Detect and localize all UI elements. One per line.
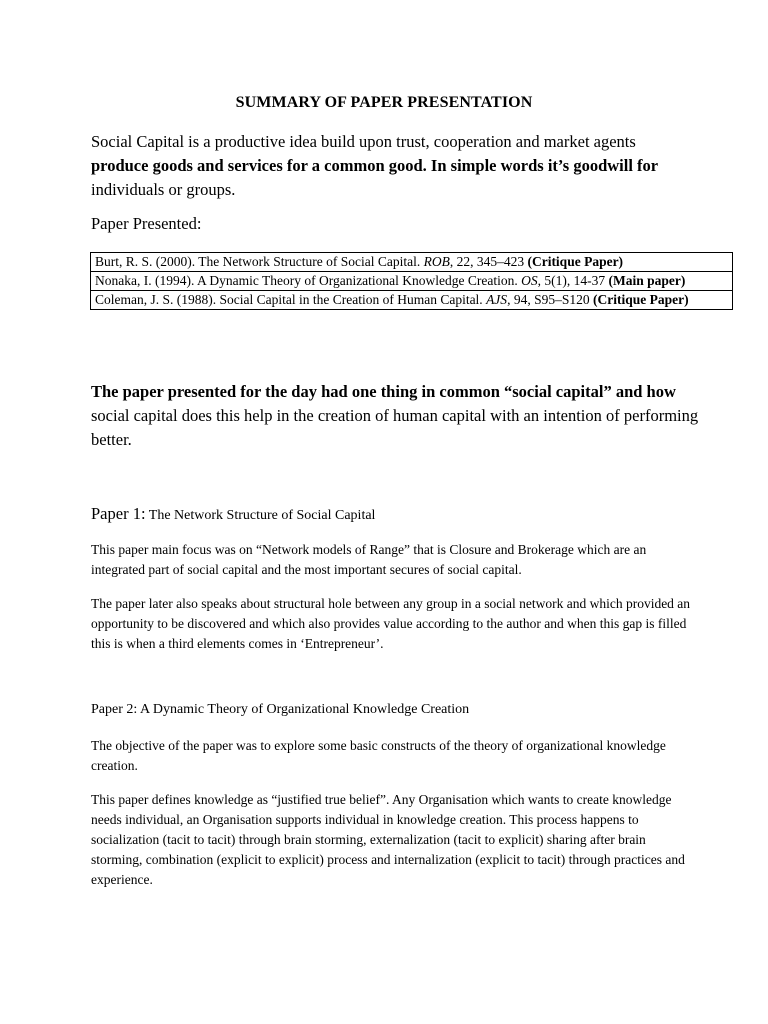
reference-text: Coleman, J. S. (1988). Social Capital in the Creation of Human Capital. (95, 292, 487, 307)
paper-1-title: The Network Structure of Social Capital (145, 508, 376, 523)
table-row (91, 253, 733, 272)
intro-text-3: individuals or groups. (91, 180, 236, 199)
paper-2-paragraph-1: The objective of the paper was to explore some basic constructs of the theory of organizational knowledge creation. (91, 738, 666, 773)
document-title: SUMMARY OF PAPER PRESENTATION (235, 94, 533, 111)
reference-tag: (Critique Paper) (592, 292, 689, 307)
reference-cell (91, 272, 733, 291)
common-theme-paragraph (91, 380, 701, 452)
paper-1-paragraph-1: This paper main focus was on “Network models of Range” that is Closure and Brokerage which are an integrated part of social capital and the most important secures of social capital. (91, 542, 647, 577)
reference-text: Nonaka, I. (1994). A Dynamic Theory of Organizational Knowledge Creation. (95, 273, 522, 288)
reference-details: , 94, S95–S120 (507, 292, 593, 307)
common-theme-text: social capital does this help in the creation of human capital with an intention of performing better. (91, 406, 699, 449)
common-theme-bold: The paper presented for the day had one thing in common “social capital” and how (91, 382, 676, 401)
intro-paragraph (91, 130, 691, 202)
reference-text: Burt, R. S. (2000). The Network Structure of Social Capital. (95, 254, 424, 269)
paper-1-heading (91, 504, 375, 524)
reference-details: , 5(1), 14-37 (537, 273, 609, 288)
reference-details: , 22, 345–423 (449, 254, 528, 269)
paper-presented-label: Paper Presented: (91, 214, 202, 233)
reference-tag: (Critique Paper) (527, 254, 624, 269)
paper-1-paragraph-2: The paper later also speaks about structural hole between any group in a social network and which provided an opportunity to be discovered and which also provides value according to the author and when this gap is filled this is when a third elements comes in ‘Entrepreneur’. (91, 596, 691, 651)
reference-journal: ROB (423, 254, 450, 269)
reference-journal: AJS (486, 292, 508, 307)
paper-1-lead: Paper 1: (91, 504, 146, 523)
intro-text-1: Social Capital is a productive idea build upon trust, cooperation and market agents (91, 132, 636, 151)
paper-2-paragraph-2: This paper defines knowledge as “justified true belief”. Any Organisation which wants to create knowledge needs individual, an Organisation supports individual in knowledge creation. This process happens to socialization (tacit to tacit) through brain storming, externalization (tacit to explicit) sharing after brain storming, combination (explicit to explicit) process and internalization (explicit to tacit) through practices and experience. (91, 792, 685, 887)
reference-cell (91, 291, 733, 310)
table-row (91, 272, 733, 291)
reference-journal: OS (521, 273, 538, 288)
paper-2-heading: Paper 2: A Dynamic Theory of Organizational Knowledge Creation (91, 702, 470, 717)
reference-cell (91, 253, 733, 272)
reference-tag: (Main paper) (608, 273, 686, 288)
table-row (91, 291, 733, 310)
references-table (90, 252, 733, 310)
intro-text-2: produce goods and services for a common good. In simple words it’s goodwill for (91, 156, 659, 175)
